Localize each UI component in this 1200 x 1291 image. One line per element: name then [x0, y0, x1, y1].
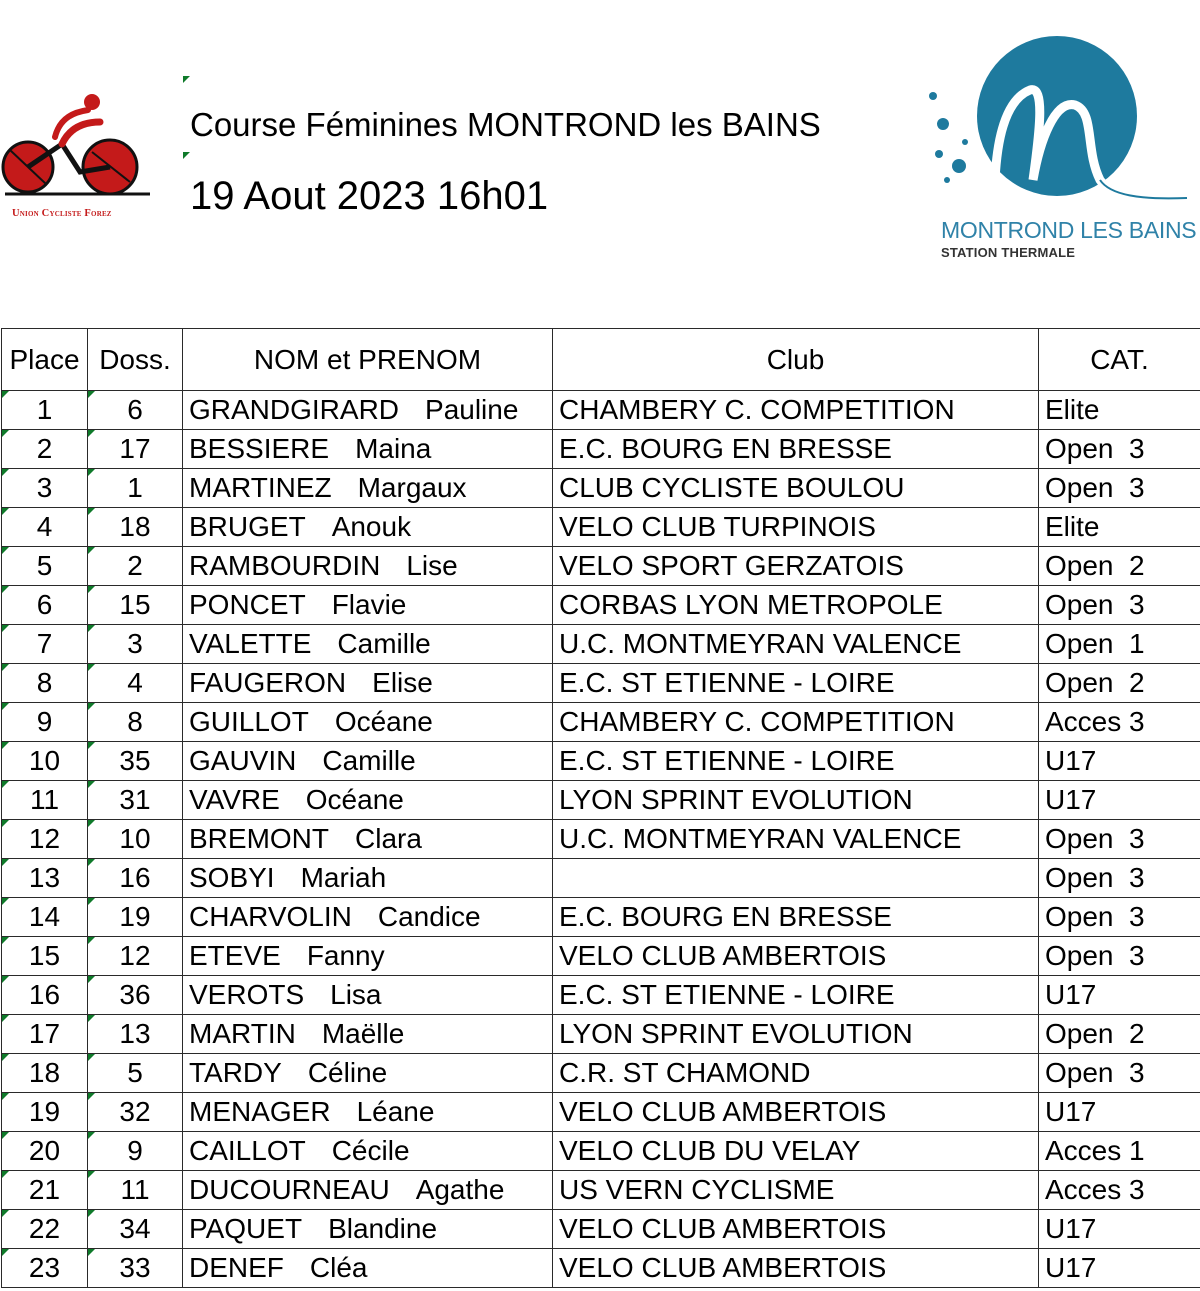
- table-row: [2, 859, 1200, 898]
- rider-first-name: Margaux: [357, 472, 467, 503]
- rider-first-name: Léane: [356, 1096, 435, 1127]
- club-cell: U.C. MONTMEYRAN VALENCE: [553, 820, 1039, 859]
- bib-cell: 16: [88, 859, 183, 898]
- rider-name-cell: [183, 430, 553, 469]
- bib-cell: 2: [88, 547, 183, 586]
- category-cell: Open 3: [1039, 469, 1200, 508]
- cell-marker-icon: [183, 152, 190, 159]
- logo-station-name: STATION THERMALE: [941, 245, 1076, 260]
- place-cell: 1: [2, 391, 88, 430]
- rider-first-name: Blandine: [328, 1213, 438, 1244]
- cell-marker-icon: [183, 76, 190, 83]
- rider-first-name: Océane: [334, 706, 433, 737]
- category-cell: Open 3: [1039, 1054, 1200, 1093]
- category-cell: Elite: [1039, 508, 1200, 547]
- rider-first-name: Flavie: [331, 589, 407, 620]
- rider-last-name: BESSIERE: [189, 433, 330, 464]
- rider-first-name: Clara: [355, 823, 422, 854]
- place-cell: 15: [2, 937, 88, 976]
- category-cell: Acces 3: [1039, 1171, 1200, 1210]
- bib-cell: 31: [88, 781, 183, 820]
- page-title: Course Féminines MONTROND les BAINS: [190, 106, 821, 143]
- category-cell: U17: [1039, 781, 1200, 820]
- bib-cell: 17: [88, 430, 183, 469]
- rider-last-name: ETEVE: [189, 940, 281, 971]
- rider-name-cell: [183, 703, 553, 742]
- category-cell: Open 3: [1039, 937, 1200, 976]
- place-cell: 21: [2, 1171, 88, 1210]
- rider-last-name: TARDY: [189, 1057, 282, 1088]
- table-row: [2, 820, 1200, 859]
- table-row: [2, 1132, 1200, 1171]
- montrond-m-icon: [925, 30, 1195, 215]
- bib-cell: 36: [88, 976, 183, 1015]
- rider-last-name: GUILLOT: [189, 706, 309, 737]
- place-cell: 13: [2, 859, 88, 898]
- category-cell: Open 2: [1039, 664, 1200, 703]
- table-row: [2, 1054, 1200, 1093]
- category-cell: Open 2: [1039, 547, 1200, 586]
- bib-cell: 4: [88, 664, 183, 703]
- place-cell: 16: [2, 976, 88, 1015]
- place-cell: 14: [2, 898, 88, 937]
- club-cell: LYON SPRINT EVOLUTION: [553, 1015, 1039, 1054]
- table-row: [2, 1249, 1200, 1288]
- category-cell: Open 1: [1039, 625, 1200, 664]
- place-cell: 18: [2, 1054, 88, 1093]
- table-row: [2, 976, 1200, 1015]
- place-cell: 23: [2, 1249, 88, 1288]
- rider-first-name: Cléa: [309, 1252, 368, 1283]
- table-row: [2, 1171, 1200, 1210]
- rider-name-cell: [183, 664, 553, 703]
- bib-cell: 6: [88, 391, 183, 430]
- rider-last-name: GRANDGIRARD: [189, 394, 400, 425]
- rider-last-name: PONCET: [189, 589, 306, 620]
- club-cell: VELO CLUB AMBERTOIS: [553, 1093, 1039, 1132]
- rider-first-name: Maina: [355, 433, 432, 464]
- table-row: [2, 1093, 1200, 1132]
- rider-first-name: Camille: [337, 628, 431, 659]
- rider-name-cell: [183, 1249, 553, 1288]
- table-row: [2, 430, 1200, 469]
- club-cell: E.C. ST ETIENNE - LOIRE: [553, 742, 1039, 781]
- rider-last-name: PAQUET: [189, 1213, 303, 1244]
- rider-first-name: Océane: [305, 784, 404, 815]
- bib-cell: 10: [88, 820, 183, 859]
- rider-last-name: MARTINEZ: [189, 472, 332, 503]
- place-cell: 20: [2, 1132, 88, 1171]
- table-row: [2, 664, 1200, 703]
- club-cell: VELO SPORT GERZATOIS: [553, 547, 1039, 586]
- rider-last-name: DUCOURNEAU: [189, 1174, 390, 1205]
- bib-cell: 19: [88, 898, 183, 937]
- rider-last-name: DENEF: [189, 1252, 284, 1283]
- place-cell: 7: [2, 625, 88, 664]
- place-cell: 11: [2, 781, 88, 820]
- table-row: [2, 469, 1200, 508]
- place-cell: 9: [2, 703, 88, 742]
- cyclist-icon: [0, 92, 160, 207]
- category-cell: U17: [1039, 976, 1200, 1015]
- bib-cell: 8: [88, 703, 183, 742]
- place-cell: 4: [2, 508, 88, 547]
- bib-cell: 9: [88, 1132, 183, 1171]
- rider-last-name: CAILLOT: [189, 1135, 306, 1166]
- rider-first-name: Elise: [372, 667, 433, 698]
- rider-name-cell: [183, 469, 553, 508]
- table-row: [2, 586, 1200, 625]
- rider-name-cell: [183, 1015, 553, 1054]
- club-cell: CHAMBERY C. COMPETITION: [553, 703, 1039, 742]
- bib-cell: 35: [88, 742, 183, 781]
- rider-last-name: VALETTE: [189, 628, 312, 659]
- column-header-cat: CAT.: [1039, 329, 1200, 391]
- rider-name-cell: [183, 820, 553, 859]
- bib-cell: 32: [88, 1093, 183, 1132]
- rider-last-name: MENAGER: [189, 1096, 331, 1127]
- rider-last-name: VEROTS: [189, 979, 305, 1010]
- logo-city-name: MONTROND LES BAINS: [941, 217, 1197, 243]
- table-row: [2, 898, 1200, 937]
- rider-name-cell: [183, 391, 553, 430]
- rider-first-name: Pauline: [425, 394, 519, 425]
- category-cell: U17: [1039, 1249, 1200, 1288]
- rider-first-name: Maëlle: [321, 1018, 405, 1049]
- rider-first-name: Camille: [322, 745, 416, 776]
- bib-cell: 15: [88, 586, 183, 625]
- club-cell: E.C. BOURG EN BRESSE: [553, 898, 1039, 937]
- rider-name-cell: [183, 1054, 553, 1093]
- rider-first-name: Candice: [377, 901, 481, 932]
- rider-name-cell: [183, 586, 553, 625]
- place-cell: 17: [2, 1015, 88, 1054]
- rider-name-cell: [183, 1171, 553, 1210]
- club-cell: VELO CLUB AMBERTOIS: [553, 1249, 1039, 1288]
- category-cell: Open 3: [1039, 859, 1200, 898]
- rider-first-name: Lise: [406, 550, 458, 581]
- montrond-les-bains-logo: [925, 30, 1195, 270]
- category-cell: Elite: [1039, 391, 1200, 430]
- place-cell: 12: [2, 820, 88, 859]
- rider-name-cell: [183, 1132, 553, 1171]
- category-cell: Acces 3: [1039, 703, 1200, 742]
- bib-cell: 1: [88, 469, 183, 508]
- page-subtitle: 19 Aout 2023 16h01: [190, 174, 549, 218]
- table-row: [2, 547, 1200, 586]
- column-header-club: Club: [553, 329, 1039, 391]
- bib-cell: 11: [88, 1171, 183, 1210]
- place-cell: 2: [2, 430, 88, 469]
- rider-name-cell: [183, 781, 553, 820]
- club-cell: VELO CLUB TURPINOIS: [553, 508, 1039, 547]
- bib-cell: 5: [88, 1054, 183, 1093]
- club-cell: E.C. BOURG EN BRESSE: [553, 430, 1039, 469]
- category-cell: Acces 1: [1039, 1132, 1200, 1171]
- table-row: [2, 508, 1200, 547]
- category-cell: Open 3: [1039, 898, 1200, 937]
- club-cell: E.C. ST ETIENNE - LOIRE: [553, 976, 1039, 1015]
- rider-last-name: RAMBOURDIN: [189, 550, 381, 581]
- rider-first-name: Lisa: [330, 979, 382, 1010]
- club-cell: CHAMBERY C. COMPETITION: [553, 391, 1039, 430]
- club-cell: CLUB CYCLISTE BOULOU: [553, 469, 1039, 508]
- rider-name-cell: [183, 1093, 553, 1132]
- rider-name-cell: [183, 859, 553, 898]
- results-body: [2, 391, 1200, 1288]
- bib-cell: 12: [88, 937, 183, 976]
- place-cell: 10: [2, 742, 88, 781]
- rider-last-name: MARTIN: [189, 1018, 296, 1049]
- category-cell: U17: [1039, 742, 1200, 781]
- table-header-row: [2, 329, 1200, 391]
- rider-name-cell: [183, 1210, 553, 1249]
- club-cell: U.C. MONTMEYRAN VALENCE: [553, 625, 1039, 664]
- rider-last-name: SOBYI: [189, 862, 275, 893]
- table-row: [2, 742, 1200, 781]
- rider-first-name: Anouk: [331, 511, 412, 542]
- category-cell: U17: [1039, 1093, 1200, 1132]
- rider-name-cell: [183, 976, 553, 1015]
- rider-name-cell: [183, 937, 553, 976]
- rider-name-cell: [183, 625, 553, 664]
- bib-cell: 33: [88, 1249, 183, 1288]
- club-cell: C.R. ST CHAMOND: [553, 1054, 1039, 1093]
- rider-last-name: FAUGERON: [189, 667, 347, 698]
- rider-name-cell: [183, 742, 553, 781]
- place-cell: 19: [2, 1093, 88, 1132]
- logo-caption: Union Cycliste Forez: [12, 208, 112, 219]
- rider-name-cell: [183, 547, 553, 586]
- club-cell: VELO CLUB DU VELAY: [553, 1132, 1039, 1171]
- bib-cell: 3: [88, 625, 183, 664]
- rider-first-name: Cécile: [331, 1135, 410, 1166]
- column-header-doss: Doss.: [88, 329, 183, 391]
- rider-name-cell: [183, 508, 553, 547]
- club-cell: US VERN CYCLISME: [553, 1171, 1039, 1210]
- rider-first-name: Céline: [307, 1057, 388, 1088]
- rider-first-name: Agathe: [415, 1174, 505, 1205]
- place-cell: 6: [2, 586, 88, 625]
- category-cell: Open 3: [1039, 586, 1200, 625]
- club-cell: VELO CLUB AMBERTOIS: [553, 937, 1039, 976]
- table-row: [2, 781, 1200, 820]
- club-cell: E.C. ST ETIENNE - LOIRE: [553, 664, 1039, 703]
- category-cell: U17: [1039, 1210, 1200, 1249]
- table-row: [2, 391, 1200, 430]
- table-row: [2, 625, 1200, 664]
- club-cell: CORBAS LYON METROPOLE: [553, 586, 1039, 625]
- rider-first-name: Fanny: [306, 940, 385, 971]
- category-cell: Open 2: [1039, 1015, 1200, 1054]
- rider-name-cell: [183, 898, 553, 937]
- club-cell: VELO CLUB AMBERTOIS: [553, 1210, 1039, 1249]
- results-table: [1, 328, 1200, 1288]
- place-cell: 5: [2, 547, 88, 586]
- union-cycliste-forez-logo: [0, 92, 160, 232]
- rider-last-name: BREMONT: [189, 823, 329, 854]
- place-cell: 3: [2, 469, 88, 508]
- bib-cell: 13: [88, 1015, 183, 1054]
- table-row: [2, 1015, 1200, 1054]
- place-cell: 22: [2, 1210, 88, 1249]
- rider-first-name: Mariah: [300, 862, 387, 893]
- table-row: [2, 937, 1200, 976]
- club-cell: LYON SPRINT EVOLUTION: [553, 781, 1039, 820]
- column-header-place: Place: [2, 329, 88, 391]
- table-row: [2, 1210, 1200, 1249]
- bib-cell: 18: [88, 508, 183, 547]
- rider-last-name: BRUGET: [189, 511, 306, 542]
- column-header-name: NOM et PRENOM: [183, 329, 553, 391]
- bib-cell: 34: [88, 1210, 183, 1249]
- table-row: [2, 703, 1200, 742]
- place-cell: 8: [2, 664, 88, 703]
- rider-last-name: GAUVIN: [189, 745, 297, 776]
- rider-last-name: CHARVOLIN: [189, 901, 352, 932]
- rider-last-name: VAVRE: [189, 784, 280, 815]
- club-cell: [553, 859, 1039, 898]
- category-cell: Open 3: [1039, 820, 1200, 859]
- category-cell: Open 3: [1039, 430, 1200, 469]
